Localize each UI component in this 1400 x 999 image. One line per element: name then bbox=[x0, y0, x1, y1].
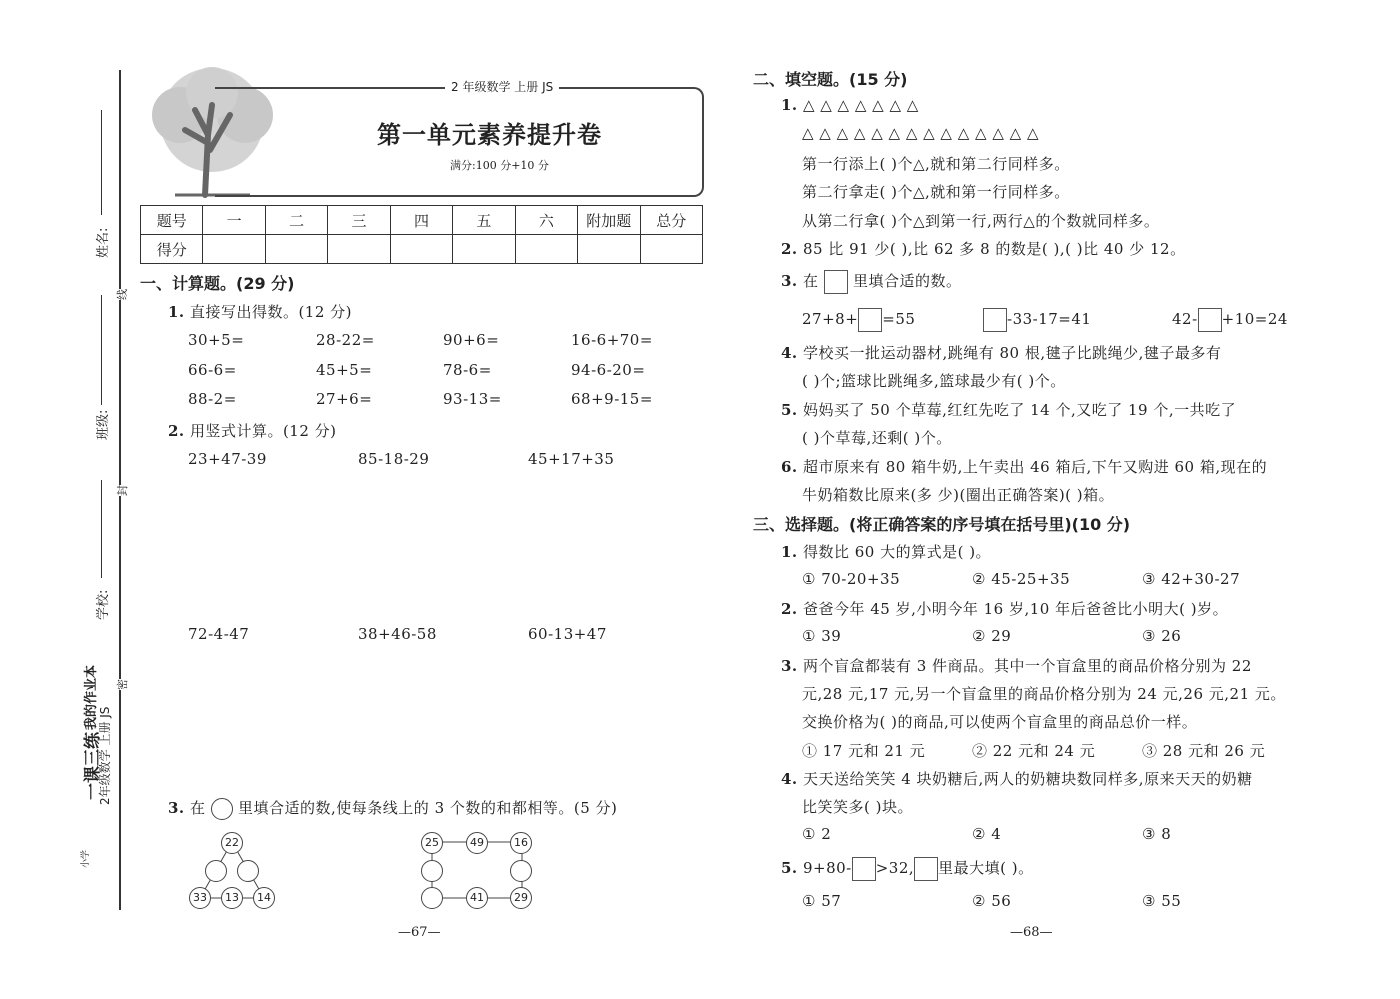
c4-l2: 比笑笑多( )块。 bbox=[802, 798, 913, 816]
score-input[interactable] bbox=[453, 235, 515, 264]
q1-head bbox=[168, 301, 352, 322]
score-input[interactable] bbox=[390, 235, 452, 264]
f2-text: 85 比 91 少( ),比 62 多 8 的数是( ),( )比 40 少 12。 bbox=[802, 240, 1186, 258]
option[interactable]: ① 2 bbox=[802, 825, 832, 843]
section-1-title: 一、计算题。(29 分) bbox=[140, 274, 295, 293]
vertical-calc-item: 45+17+35 bbox=[528, 450, 615, 468]
q-number: 2. bbox=[781, 240, 798, 258]
answer-box[interactable] bbox=[858, 308, 882, 332]
q2-text: 用竖式计算。(12 分) bbox=[189, 422, 337, 440]
score-input[interactable] bbox=[328, 235, 390, 264]
calc-item: 30+5= bbox=[188, 331, 245, 349]
c3-l2: 元,28 元,17 元,另一个盲盒里的商品价格分别为 24 元,26 元,21 元。 bbox=[802, 685, 1286, 703]
c1 bbox=[781, 541, 991, 562]
c2 bbox=[781, 598, 1228, 619]
f4-l2: ( )个;篮球比跳绳多,篮球最少有( )个。 bbox=[802, 372, 1066, 390]
puzzle-circle: 16 bbox=[510, 832, 532, 854]
page-number-right: —68— bbox=[1010, 925, 1053, 940]
page-title: 第一单元素养提升卷 bbox=[377, 120, 602, 149]
option[interactable]: ③ 8 bbox=[1142, 825, 1172, 843]
puzzle-circle: 14 bbox=[253, 887, 275, 909]
eq-part: +10=24 bbox=[1221, 310, 1288, 328]
f1-line-2: 第二行拿走( )个△,就和第一行同样多。 bbox=[802, 183, 1070, 201]
option[interactable]: ② 22 元和 24 元 bbox=[972, 742, 1096, 760]
f4-text: 学校买一批运动器材,跳绳有 80 根,毽子比跳绳少,毽子最多有 bbox=[802, 344, 1222, 362]
eq-part: -33-17=41 bbox=[1007, 310, 1092, 328]
puzzle-circle: 25 bbox=[421, 832, 443, 854]
calc-item: 16-6+70= bbox=[571, 331, 653, 349]
name-underline bbox=[101, 110, 102, 215]
section-2-title: 二、填空题。(15 分) bbox=[753, 70, 908, 89]
f4-l1 bbox=[781, 342, 1221, 363]
table-cell: 六 bbox=[515, 206, 577, 235]
puzzle-circle-empty[interactable] bbox=[421, 887, 443, 909]
q-number: 6. bbox=[781, 458, 798, 476]
f1-line-3: 从第二行拿( )个△到第一行,两行△的个数就同样多。 bbox=[802, 212, 1160, 230]
secret-mark: 密 bbox=[116, 679, 129, 690]
class-underline bbox=[101, 295, 102, 405]
vertical-calc-item: 85-18-29 bbox=[358, 450, 430, 468]
puzzle-circle-empty[interactable] bbox=[237, 860, 259, 882]
c3-text: 两个盲盒都装有 3 件商品。其中一个盲盒里的商品价格分别为 22 bbox=[802, 657, 1252, 675]
q-number: 3. bbox=[781, 657, 798, 675]
vertical-calc-item: 60-13+47 bbox=[528, 625, 607, 643]
calc-item: 28-22= bbox=[316, 331, 375, 349]
calc-item: 78-6= bbox=[443, 361, 492, 379]
q2-head bbox=[168, 420, 337, 441]
option[interactable]: ① 17 元和 21 元 bbox=[802, 742, 926, 760]
eq-part: 42- bbox=[1172, 310, 1198, 328]
f3-eq-c bbox=[1172, 308, 1288, 332]
puzzle-circle: 22 bbox=[221, 832, 243, 854]
table-cell: 总分 bbox=[640, 206, 703, 235]
series-name: 我的作业本 bbox=[84, 664, 99, 730]
option[interactable]: ② 4 bbox=[972, 825, 1002, 843]
f6-l2: 牛奶箱数比原来(多 少)(圈出正确答案)( )箱。 bbox=[802, 486, 1115, 504]
q-number: 5. bbox=[781, 401, 798, 419]
series-info: 2年级数学 上册 JS bbox=[98, 706, 112, 805]
table-cell: 得分 bbox=[141, 235, 203, 264]
f6-text: 超市原来有 80 箱牛奶,上午卖出 46 箱后,下午又购进 60 箱,现在的 bbox=[802, 458, 1268, 476]
vertical-calc-item: 38+46-58 bbox=[358, 625, 437, 643]
brand-small: 小学 bbox=[81, 849, 91, 868]
c3-l1 bbox=[781, 655, 1252, 676]
f3-pre: 在 bbox=[802, 272, 819, 290]
answer-box[interactable] bbox=[914, 857, 938, 881]
eq-part: 里最大填( )。 bbox=[938, 859, 1034, 877]
f3-head bbox=[781, 270, 962, 294]
f2 bbox=[781, 238, 1186, 259]
table-cell: 五 bbox=[453, 206, 515, 235]
answer-box[interactable] bbox=[983, 308, 1007, 332]
option[interactable]: ② 29 bbox=[972, 627, 1012, 645]
calc-item: 93-13= bbox=[443, 390, 502, 408]
option[interactable]: ② 56 bbox=[972, 892, 1012, 910]
f5-l1 bbox=[781, 399, 1236, 420]
calc-item: 94-6-20= bbox=[571, 361, 646, 379]
q-number: 5. bbox=[781, 859, 798, 877]
table-cell: 一 bbox=[203, 206, 265, 235]
puzzle-circle-empty[interactable] bbox=[510, 860, 532, 882]
c4-l1 bbox=[781, 768, 1253, 789]
table-cell: 二 bbox=[265, 206, 327, 235]
calc-item: 68+9-15= bbox=[571, 390, 653, 408]
q3-text: 里填合适的数,使每条线上的 3 个数的和都相等。(5 分) bbox=[238, 799, 618, 817]
section-3-title: 三、选择题。(将正确答案的序号填在括号里)(10 分) bbox=[753, 515, 1131, 534]
q3-pre: 在 bbox=[189, 799, 206, 817]
f5-l2: ( )个草莓,还剩( )个。 bbox=[802, 429, 952, 447]
puzzle-circle: 33 bbox=[189, 887, 211, 909]
c4-text: 天天送给笑笑 4 块奶糖后,两人的奶糖块数同样多,原来天天的奶糖 bbox=[802, 770, 1253, 788]
f3-eq-a bbox=[802, 308, 915, 332]
grade-line: 2 年级数学 上册 JS bbox=[445, 78, 559, 95]
eq-part: >32, bbox=[875, 859, 915, 877]
q3-head bbox=[168, 797, 617, 820]
c2-text: 爸爸今年 45 岁,小明今年 16 岁,10 年后爸爸比小明大( )岁。 bbox=[802, 600, 1229, 618]
triangles-row-1: △ △ △ △ △ △ △ bbox=[802, 96, 919, 114]
seal-mark: 封 bbox=[116, 485, 129, 496]
class-label: 班级: bbox=[96, 409, 111, 440]
line-mark: 线 bbox=[116, 289, 129, 300]
table-cell: 三 bbox=[328, 206, 390, 235]
calc-item: 88-2= bbox=[188, 390, 237, 408]
page-number-left: —67— bbox=[398, 925, 441, 940]
puzzle-circle-empty[interactable] bbox=[205, 860, 227, 882]
triangles-row-2: △ △ △ △ △ △ △ △ △ △ △ △ △ △ bbox=[802, 124, 1039, 142]
option[interactable]: ③ 55 bbox=[1142, 892, 1182, 910]
score-input[interactable] bbox=[515, 235, 577, 264]
q1-text: 直接写出得数。(12 分) bbox=[189, 303, 353, 321]
score-input[interactable] bbox=[203, 235, 265, 264]
vertical-calc-item: 23+47-39 bbox=[188, 450, 267, 468]
f1-line-1: 第一行添上( )个△,就和第二行同样多。 bbox=[802, 155, 1070, 173]
puzzle-circle-empty[interactable] bbox=[421, 860, 443, 882]
q-number: 4. bbox=[781, 770, 798, 788]
answer-box[interactable] bbox=[824, 270, 848, 294]
table-cell: 附加题 bbox=[578, 206, 640, 235]
score-line: 满分:100 分+10 分 bbox=[450, 159, 549, 172]
option[interactable]: ③ 42+30-27 bbox=[1142, 570, 1241, 588]
option[interactable]: ② 45-25+35 bbox=[972, 570, 1071, 588]
c3-l3: 交换价格为( )的商品,可以使两个盲盒里的商品总价一样。 bbox=[802, 713, 1198, 731]
calc-item: 45+5= bbox=[316, 361, 373, 379]
q-number: 4. bbox=[781, 344, 798, 362]
eq-part: =55 bbox=[882, 310, 916, 328]
calc-item: 27+6= bbox=[316, 390, 373, 408]
f6-l1 bbox=[781, 456, 1267, 477]
q-number: 2. bbox=[168, 422, 185, 440]
score-input[interactable] bbox=[578, 235, 640, 264]
f3-post: 里填合适的数。 bbox=[853, 272, 962, 290]
score-table bbox=[140, 205, 703, 264]
f3-eq-b bbox=[983, 308, 1091, 332]
circle-placeholder-icon bbox=[211, 798, 233, 820]
calc-item: 66-6= bbox=[188, 361, 237, 379]
puzzle-circle: 41 bbox=[466, 887, 488, 909]
c1-text: 得数比 60 大的算式是( )。 bbox=[802, 543, 992, 561]
option[interactable]: ③ 28 元和 26 元 bbox=[1142, 742, 1266, 760]
table-cell: 四 bbox=[390, 206, 452, 235]
school-label: 学校: bbox=[96, 589, 111, 620]
school-underline bbox=[101, 480, 102, 578]
q-number: 3. bbox=[168, 799, 185, 817]
name-label: 姓名: bbox=[96, 227, 111, 258]
score-input[interactable] bbox=[265, 235, 327, 264]
score-input[interactable] bbox=[640, 235, 703, 264]
q-number: 2. bbox=[781, 600, 798, 618]
q-number: 1. bbox=[781, 543, 798, 561]
option[interactable]: ③ 26 bbox=[1142, 627, 1182, 645]
puzzle-circle: 13 bbox=[221, 887, 243, 909]
c5 bbox=[781, 857, 1034, 881]
f5-text: 妈妈买了 50 个草莓,红红先吃了 14 个,又吃了 19 个,一共吃了 bbox=[802, 401, 1237, 419]
vertical-calc-item: 72-4-47 bbox=[188, 625, 250, 643]
puzzle-circle: 49 bbox=[466, 832, 488, 854]
puzzle-circle: 29 bbox=[510, 887, 532, 909]
q-number: 1. bbox=[168, 303, 185, 321]
answer-box[interactable] bbox=[1198, 308, 1222, 332]
answer-box[interactable] bbox=[852, 857, 876, 881]
f1-row1 bbox=[781, 96, 919, 114]
q-number: 3. bbox=[781, 272, 798, 290]
table-cell: 题号 bbox=[141, 206, 203, 235]
option[interactable]: ① 57 bbox=[802, 892, 842, 910]
eq-part: 9+80- bbox=[802, 859, 852, 877]
q-number: 1. bbox=[781, 96, 798, 114]
brand-logo: 一课三练 bbox=[83, 732, 103, 800]
calc-item: 90+6= bbox=[443, 331, 500, 349]
option[interactable]: ① 39 bbox=[802, 627, 842, 645]
option[interactable]: ① 70-20+35 bbox=[802, 570, 901, 588]
eq-part: 27+8+ bbox=[802, 310, 859, 328]
